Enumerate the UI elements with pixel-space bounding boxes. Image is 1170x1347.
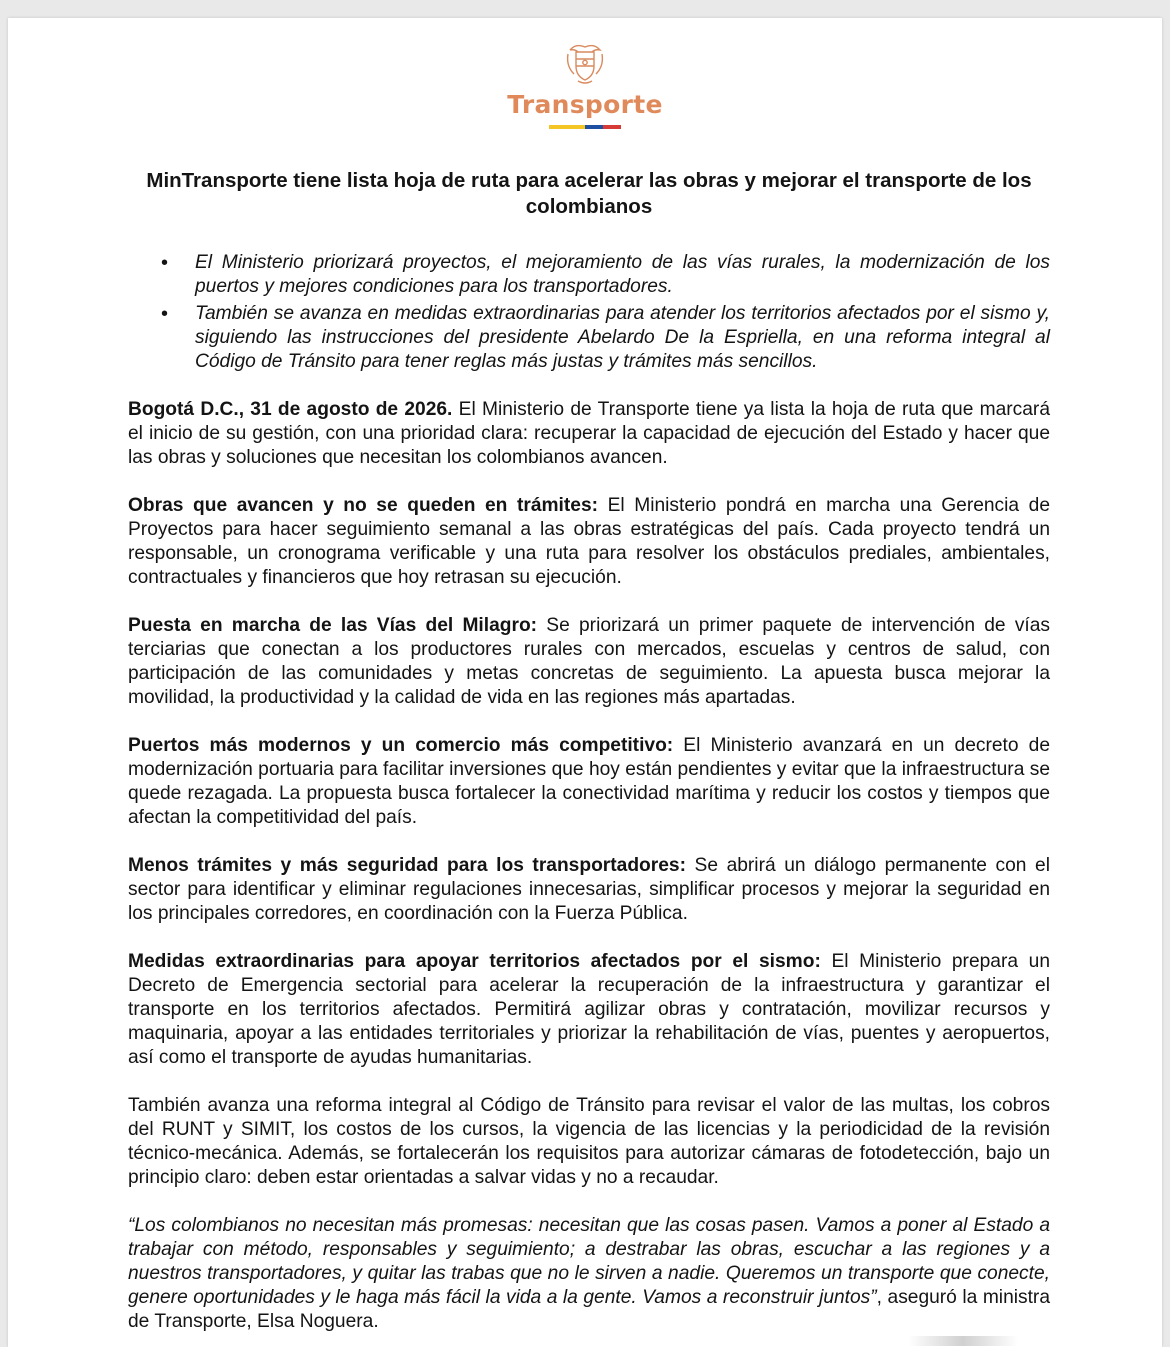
- cutoff-text-fragment: [908, 1336, 1018, 1346]
- header-logo: [8, 40, 1162, 129]
- paragraph-lead: Bogotá D.C., 31 de agosto de 2026.: [128, 399, 453, 420]
- paragraph-puertos: [128, 734, 1050, 830]
- press-release-body: [128, 251, 1050, 1334]
- paragraph-text: El Ministerio de Transporte tiene ya lista la hoja de ruta que marcará el inicio de su gestión, con una prioridad clara: recuperar la capacidad de ejecución del Estado y hacer que las obras y soluciones que necesitan los colombianos avancen.: [128, 399, 1050, 468]
- summary-bullet: • También se avanza en medidas extraordinarias para atender los territorios afectados por el sismo y, siguiendo las instrucciones del presidente Abelardo De la Espriella, en una reforma integral al Código de Tránsito para tener reglas más justas y trámites más sencillos.: [128, 302, 1050, 374]
- paragraph-lead: Puesta en marcha de las Vías del Milagro:: [128, 615, 538, 636]
- press-release-title: MinTransporte tiene lista hoja de ruta para acelerar las obras y mejorar el transporte de los colombianos: [146, 169, 1032, 218]
- paragraph-lead: Medidas extraordinarias para apoyar territorios afectados por el sismo:: [128, 951, 821, 972]
- quote-attribution: , aseguró la ministra de Transporte, Elsa Noguera.: [128, 1287, 1050, 1332]
- paragraph-obras: [128, 494, 1050, 590]
- paragraph-text: El Ministerio prepara un Decreto de Emergencia sectorial para acelerar la recuperación de la infraestructura y garantizar el transporte en los territorios afectados. Permitirá agilizar obras y contratación, movilizar recursos y maquinaria, apoyar a las entidades territoriales y priorizar la rehabilitación de vías, puentes y aeropuertos, así como el transporte de ayudas humanitarias.: [128, 951, 1050, 1068]
- paragraph-sismo: [128, 950, 1050, 1070]
- paragraph-lead: Puertos más modernos y un comercio más competitivo:: [128, 735, 674, 756]
- paragraph-text: El Ministerio avanzará en un decreto de modernización portuaria para facilitar inversiones que hoy están pendientes y evitar que la infraestructura se quede rezagada. La propuesta busca fortalecer la conectividad marítima y reducir los costos y tiempos que afectan la competitividad del país.: [128, 735, 1050, 828]
- summary-bullets: [128, 251, 1050, 374]
- flag-blue: [585, 125, 603, 129]
- paragraph-codigo-transito: [128, 1094, 1050, 1190]
- paragraph-text: Se priorizará un primer paquete de intervención de vías terciarias que conectan a los productores rurales con mercados, escuelas y centros de salud, con participación de las comunidades y metas concretas de seguimiento. La apuesta busca mejorar la movilidad, la productividad y la calidad de vida en las regiones más apartadas.: [128, 615, 1051, 708]
- coat-of-arms-icon: [562, 40, 608, 86]
- logo-wordmark: Transporte: [507, 90, 663, 119]
- paragraph-lead: Obras que avancen y no se queden en trámites:: [128, 495, 599, 516]
- flag-yellow: [549, 125, 585, 129]
- minister-quote: [128, 1214, 1050, 1334]
- document-page: [8, 18, 1162, 1347]
- paragraph-tramites: [128, 854, 1050, 926]
- paragraph-dateline: [128, 398, 1050, 470]
- paragraph-text: El Ministerio pondrá en marcha una Gerencia de Proyectos para hacer seguimiento semanal a las obras estratégicas del país. Cada proyecto tendrá un responsable, un cronograma verificable y una ruta para resolver los obstáculos prediales, ambientales, contractuales y financieros que hoy retrasan su ejecución.: [128, 495, 1050, 588]
- quote-text: “Los colombianos no necesitan más promesas: necesitan que las cosas pasen. Vamos a poner al Estado a trabajar con método, responsables y seguimiento; a destrabar las obras, escuchar a las regiones y a nuestros transportadores, y quitar las trabas que no le sirven a nadie. Queremos un transporte que conecte, genere oportunidades y le haga más fácil la vida a la gente. Vamos a reconstruir juntos”: [128, 1215, 1050, 1308]
- paragraph-vias: [128, 614, 1050, 710]
- flag-red: [603, 125, 621, 129]
- paragraph-lead: Menos trámites y más seguridad para los transportadores:: [128, 855, 686, 876]
- paragraph-text: Se abrirá un diálogo permanente con el sector para identificar y eliminar regulaciones innecesarias, simplificar procesos y mejorar la seguridad en los principales corredores, en coordinación con la Fuerza Pública.: [128, 855, 1050, 924]
- flag-stripe: [549, 125, 621, 129]
- paragraph-text: También avanza una reforma integral al Código de Tránsito para revisar el valor de las multas, los cobros del RUNT y SIMIT, los costos de los cursos, la vigencia de las licencias y la periodicidad de la revisión técnico-mecánica. Además, se fortalecerán los requisitos para autorizar cámaras de fotodetección, bajo un principio claro: deben estar orientadas a salvar vidas y no a recaudar.: [128, 1095, 1050, 1188]
- summary-bullet: • El Ministerio priorizará proyectos, el mejoramiento de las vías rurales, la modernización de los puertos y mejores condiciones para los transportadores.: [128, 251, 1050, 299]
